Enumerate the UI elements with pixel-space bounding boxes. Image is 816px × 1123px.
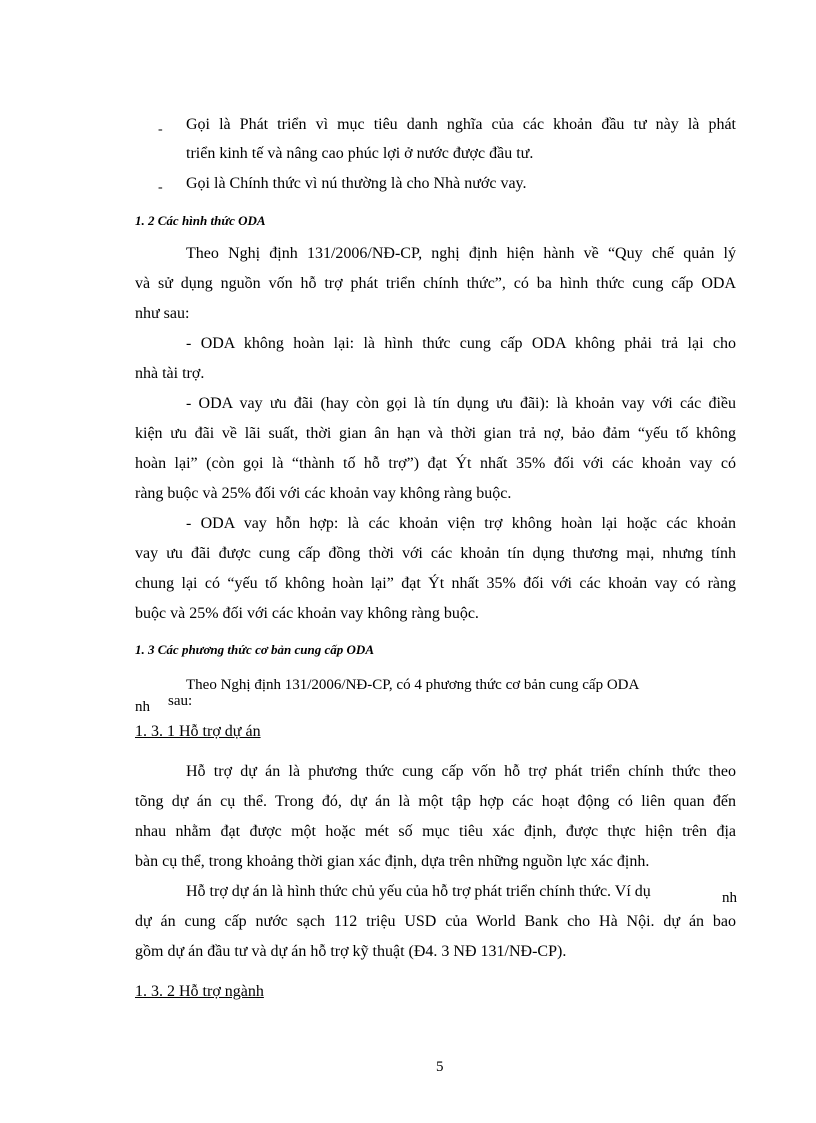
paragraph-line: Theo Nghị định 131/2006/NĐ-CP, có 4 phương thức cơ bản cung cấp ODA [186, 677, 640, 693]
paragraph-line: - ODA vay ưu đãi (hay còn gọi là tín dụng ưu đãi): là khoản vay với các điều [186, 395, 736, 412]
bullet-2-line-1: Gọi là Chính thức vì nú thường là cho Nhà nước vay. [186, 175, 527, 192]
section-heading-1-3: 1. 3 Các phương thức cơ bản cung cấp ODA [135, 642, 374, 657]
paragraph-line: - ODA vay hỗn hợp: là các khoản viện trợ không hoàn lại hoặc các khoản [186, 515, 736, 532]
paragraph-line: và sử dụng nguồn vốn hỗ trợ phát triển chính thức”, có ba hình thức cung cấp ODA [135, 275, 736, 292]
paragraph-line: bàn cụ thể, trong khoảng thời gian xác định, dựa trên những nguồn lực xác định. [135, 853, 650, 870]
paragraph-line: như sau: [135, 305, 190, 322]
bullet-marker: - [158, 180, 163, 195]
paragraph-line: dự án cung cấp nước sạch 112 triệu USD của World Bank cho Hà Nội. dự án bao [135, 913, 736, 930]
paragraph-line: buộc và 25% đối với các khoản vay không ràng buộc. [135, 605, 479, 622]
bullet-marker: - [158, 122, 163, 137]
paragraph-fragment: nh [135, 699, 150, 715]
page-number: 5 [436, 1059, 444, 1075]
paragraph-line: vay ưu đãi được cung cấp đồng thời với các khoản tín dụng thương mại, nhưng tính [135, 545, 736, 562]
paragraph-fragment: nh [722, 890, 737, 906]
paragraph-line: ràng buộc và 25% đối với các khoản vay không ràng buộc. [135, 485, 512, 502]
paragraph-line: Hỗ trợ dự án là hình thức chủ yếu của hỗ trợ phát triển chính thức. Ví dụ [186, 883, 651, 900]
subsection-heading-1-3-1: 1. 3. 1 Hỗ trợ dự án [135, 723, 261, 740]
section-heading-1-2: 1. 2 Các hình thức ODA [135, 213, 266, 228]
paragraph-line: hoàn lại” (còn gọi là “thành tố hỗ trợ”) đạt Ýt nhất 35% đối với các khoản vay có [135, 455, 736, 472]
bullet-1-line-2: triển kinh tế và nâng cao phúc lợi ở nước được đầu tư. [186, 145, 534, 162]
paragraph-line: nhau nhằm đạt được một hoặc mét số mục tiêu xác định, được thực hiện trên địa [135, 823, 736, 840]
subsection-heading-1-3-2: 1. 3. 2 Hỗ trợ ngành [135, 983, 264, 1000]
paragraph-line: nhà tài trợ. [135, 365, 205, 382]
paragraph-line: tõng dự án cụ thể. Trong đó, dự án là một tập hợp các hoạt động có liên quan đến [135, 793, 736, 810]
paragraph-line: Hỗ trợ dự án là phương thức cung cấp vốn hỗ trợ phát triển chính thức theo [186, 763, 736, 780]
paragraph-line: chung lại có “yếu tố không hoàn lại” đạt Ýt nhất 35% đối với các khoản vay có ràng [135, 575, 736, 592]
paragraph-line: gồm dự án đầu tư và dự án hỗ trợ kỹ thuật (Đ4. 3 NĐ 131/NĐ-CP). [135, 943, 567, 960]
bullet-1-line-1: Gọi là Phát triển vì mục tiêu danh nghĩa của các khoản đầu tư này là phát [186, 116, 736, 133]
paragraph-line: - ODA không hoàn lại: là hình thức cung cấp ODA không phải trả lại cho [186, 335, 736, 352]
paragraph-line: Theo Nghị định 131/2006/NĐ-CP, nghị định hiện hành về “Quy chế quản lý [186, 245, 736, 262]
paragraph-line: kiện ưu đãi về lãi suất, thời gian ân hạn và thời gian trả nợ, bảo đảm “yếu tố không [135, 425, 736, 442]
paragraph-fragment: sau: [168, 693, 193, 709]
